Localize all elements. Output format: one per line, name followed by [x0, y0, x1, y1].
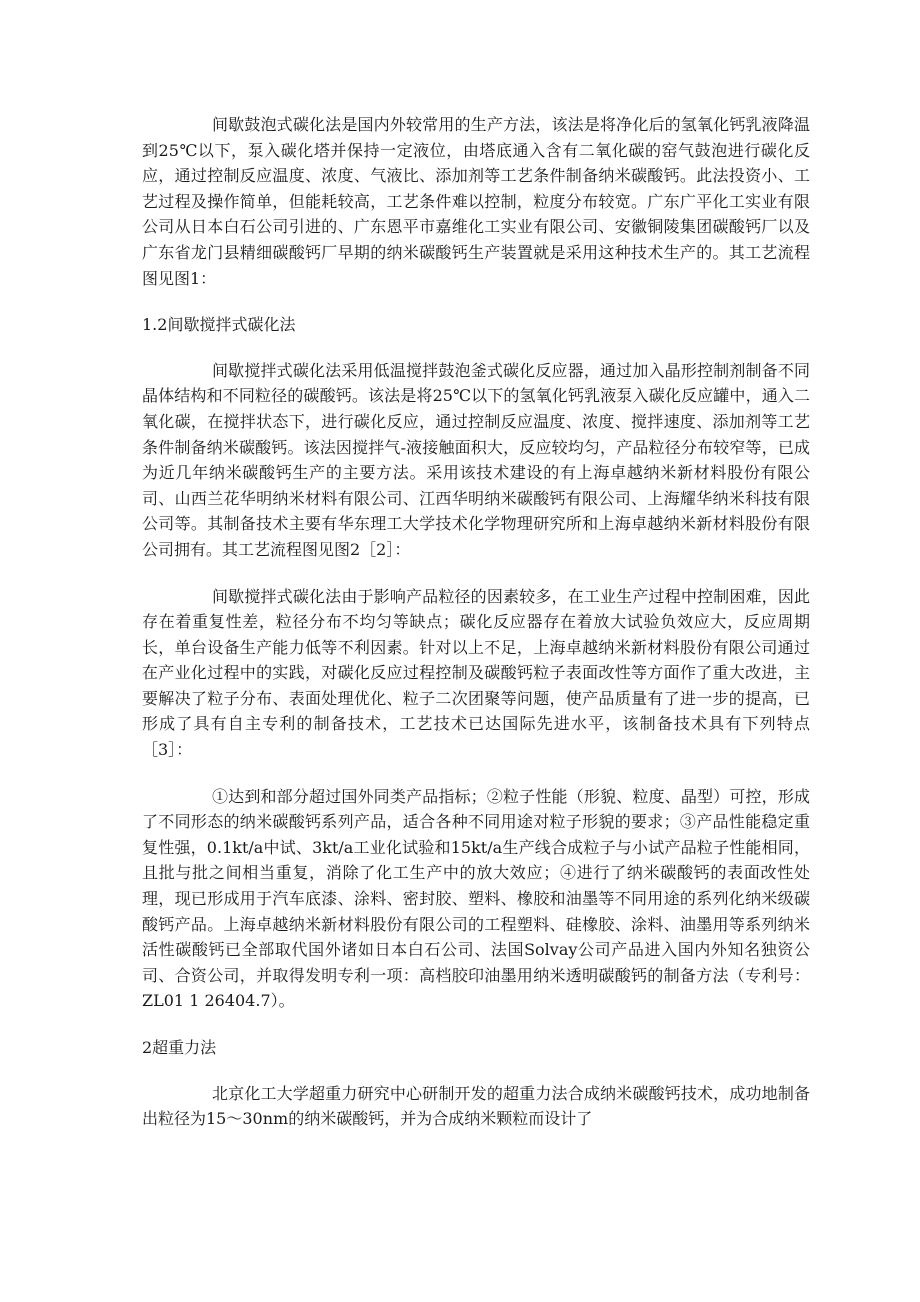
- paragraph-high-gravity: 北京化工大学超重力研究中心研制开发的超重力法合成纳米碳酸钙技术，成功地制备出粒径为15～30nm的纳米碳酸钙，并为合成纳米颗粒而设计了: [142, 1083, 810, 1129]
- document-body: [142, 112, 810, 1132]
- section-heading-2: 2超重力法: [142, 1038, 217, 1057]
- paragraph-bubbling-carbonation: 间歇鼓泡式碳化法是国内外较常用的生产方法，该法是将净化后的氢氧化钙乳液降温到25℃以下，泵入碳化塔并保持一定液位，由塔底通入含有二氧化碳的窑气鼓泡进行碳化反应，通过控制反应温度、浓度、气液比、添加剂等工艺条件制备纳米碳酸钙。此法投资小、工艺过程及操作简单，但能耗较高，工艺条件难以控制，粒度分布较宽。广东广平化工实业有限公司从日本白石公司引进的、广东恩平市嘉维化工实业有限公司、安徽铜陵集团碳酸钙厂以及广东省龙门县精细碳酸钙厂早期的纳米碳酸钙生产装置就是采用这种技术生产的。其工艺流程图见图1：: [142, 115, 810, 288]
- paragraph-stirring-drawbacks: 间歇搅拌式碳化法由于影响产品粒径的因素较多，在工业生产过程中控制困难，因此存在着重复性差，粒径分布不均匀等缺点；碳化反应器存在着放大试验负效应大，反应周期长，单台设备生产能力低等不利因素。针对以上不足，上海卓越纳米新材料股份有限公司通过在产业化过程中的实践，对碳化反应过程控制及碳酸钙粒子表面改性等方面作了重大改进，主要解决了粒子分布、表面处理优化、粒子二次团聚等问题，使产品质量有了进一步的提高，已形成了具有自主专利的制备技术，工艺技术已达国际先进水平，该制备技术具有下列特点［3］：: [142, 586, 810, 760]
- section-heading-1-2: 1.2间歇搅拌式碳化法: [142, 315, 296, 335]
- paragraph-stirring-carbonation: 间歇搅拌式碳化法采用低温搅拌鼓泡釜式碳化反应器，通过加入晶形控制剂制备不同晶体结构和不同粒径的碳酸钙。该法是将25℃以下的氢氧化钙乳液泵入碳化反应罐中，通入二氧化碳，在搅拌状态下，进行碳化反应，通过控制反应温度、浓度、搅拌速度、添加剂等工艺条件制备纳米碳酸钙。该法因搅拌气-液接触面积大，反应较均匀，产品粒径分布较窄等，已成为近几年纳米碳酸钙生产的主要方法。采用该技术建设的有上海卓越纳米新材料股份有限公司、山西兰花华明纳米材料有限公司、江西华明纳米碳酸钙有限公司、上海耀华纳米科技有限公司等。其制备技术主要有华东理工大学技术化学物理研究所和上海卓越纳米新材料股份有限公司拥有。其工艺流程图见图2［2］：: [142, 360, 810, 559]
- paragraph-features-list: ①达到和部分超过国外同类产品指标；②粒子性能（形貌、粒度、晶型）可控，形成了不同形态的纳米碳酸钙系列产品，适合各种不同用途对粒子形貌的要求；③产品性能稳定重复性强，0.1kt/a中试、3kt/a工业化试验和15kt/a生产线合成粒子与小试产品粒子性能相同，且批与批之间相当重复，消除了化工生产中的放大效应；④进行了纳米碳酸钙的表面改性处理，现已形成用于汽车底漆、涂料、密封胶、塑料、橡胶和油墨等不同用途的系列化纳米级碳酸钙产品。上海卓越纳米新材料股份有限公司的工程塑料、硅橡胶、涂料、油墨用等系列纳米活性碳酸钙已全部取代国外诸如日本白石公司、法国Solvay公司产品进入国内外知名独资公司、合资公司，并取得发明专利一项：高档胶印油墨用纳米透明碳酸钙的制备方法（专利号：ZL01 1 26404.7）。: [142, 786, 810, 1011]
